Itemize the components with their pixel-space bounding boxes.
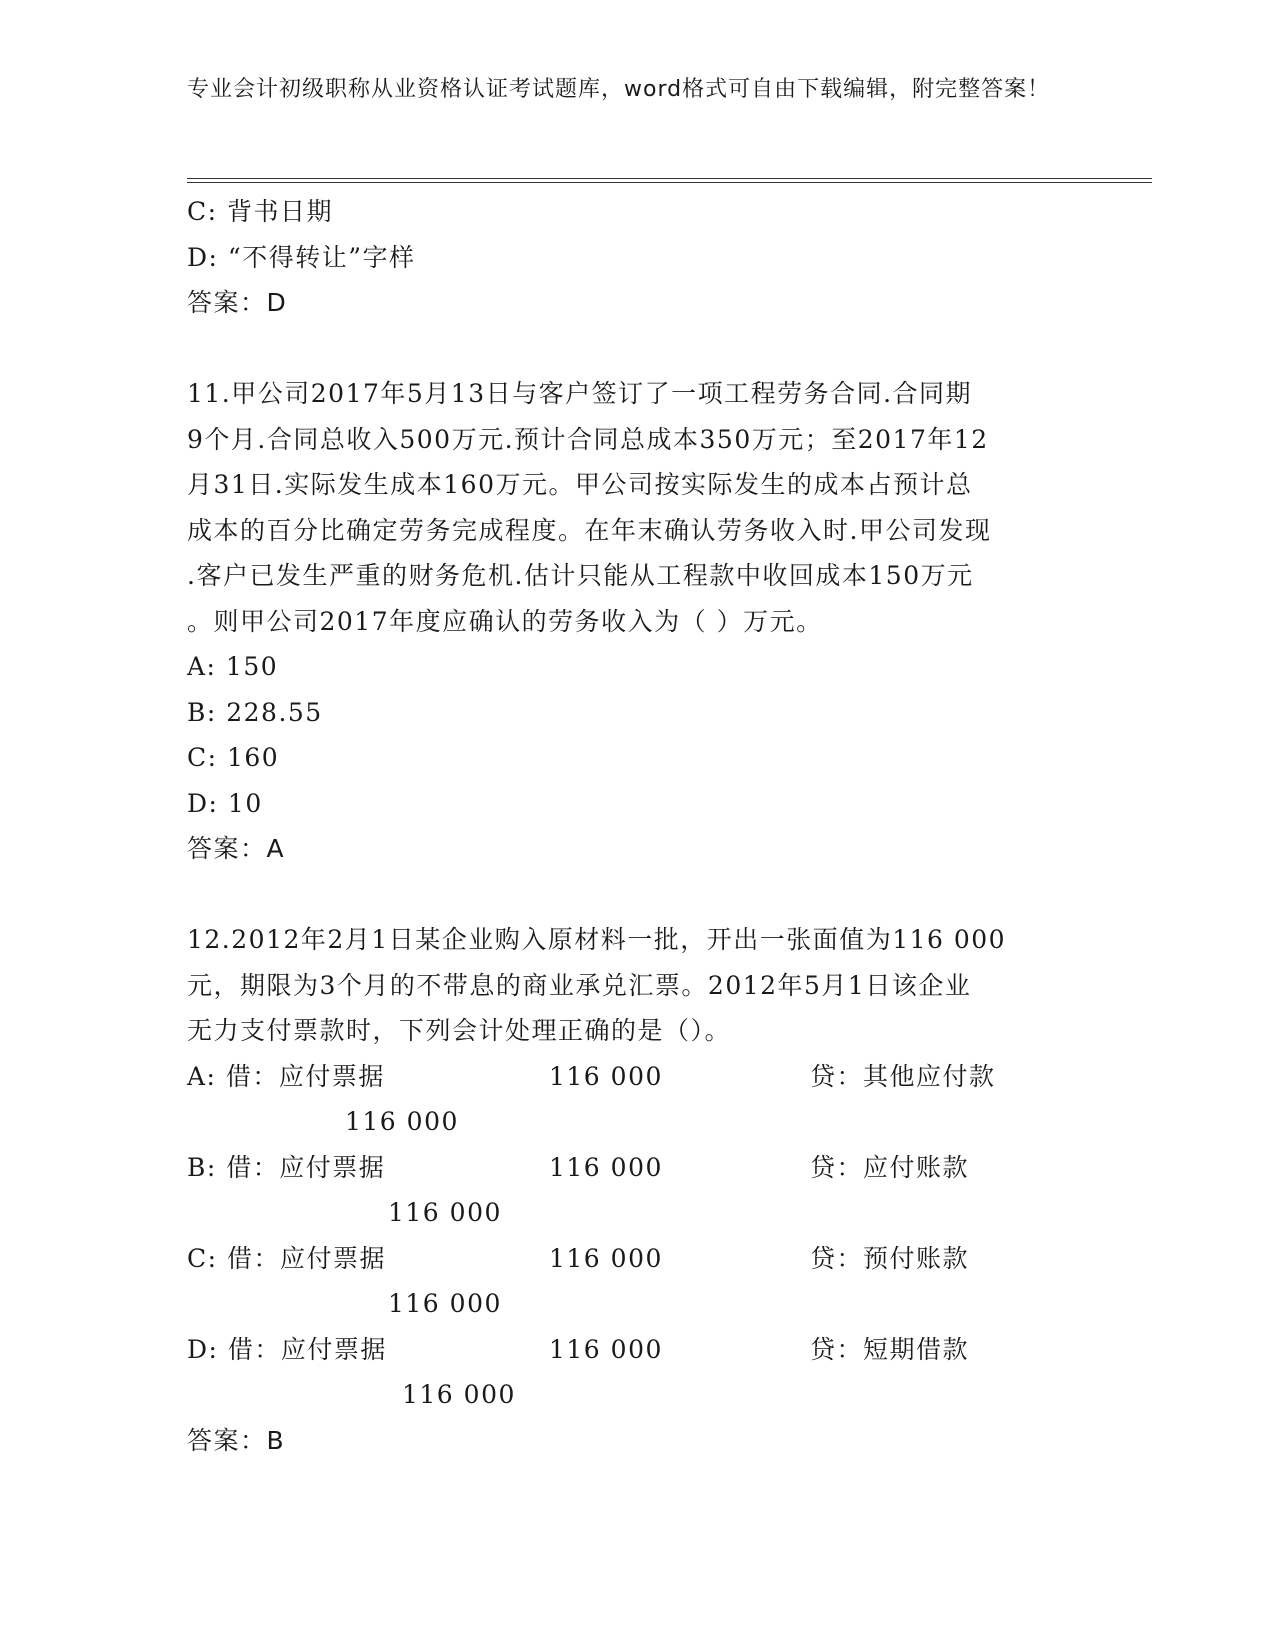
q12-option-a-debit: 116 000: [549, 1061, 663, 1091]
q12-stem-line: 12.2012年2月1日某企业购入原材料一批，开出一张面值为116 000: [187, 925, 1007, 954]
q12-option-b-credit: 贷：应付账款: [810, 1152, 970, 1182]
q12-option-b-amount-row: [187, 1190, 1087, 1236]
q12-option-a-amount-row: [187, 1099, 1087, 1145]
q10-answer: 答案：D: [187, 288, 288, 317]
q11-option-a: A: 150: [187, 652, 279, 681]
q11-stem-line: 。则甲公司2017年度应确认的劳务收入为（ ）万元。: [187, 606, 823, 636]
spacer: [187, 872, 1087, 918]
q12-option-c-label: C: 借：应付票据: [187, 1243, 386, 1273]
q12-option-a-credit: 贷：其他应付款: [810, 1061, 996, 1091]
q12-option-b-debit: 116 000: [549, 1152, 663, 1182]
spacer: [187, 326, 1087, 372]
q11-stem-line: .客户已发生严重的财务危机.估计只能从工程款中收回成本150万元: [187, 561, 974, 590]
q12-stem-line: 无力支付票款时，下列会计处理正确的是（）。: [187, 1016, 732, 1045]
q11-option-d: D: 10: [187, 788, 263, 818]
q12-option-c-credit-amount: 116 000: [388, 1289, 502, 1318]
q12-option-a-credit-amount: 116 000: [345, 1107, 459, 1136]
q12-option-b-credit-amount: 116 000: [388, 1198, 502, 1227]
q12-option-d-credit: 贷：短期借款: [810, 1334, 970, 1364]
q12-answer: 答案：B: [187, 1425, 286, 1455]
q10-option-c: C: 背书日期: [187, 197, 333, 226]
q12-option-c: [187, 1236, 1087, 1282]
q11-stem-line: 月31日.实际发生成本160万元。甲公司按实际发生的成本占预计总: [187, 470, 973, 499]
q11-stem-line: 11.甲公司2017年5月13日与客户签订了一项工程劳务合同.合同期: [187, 379, 973, 408]
q12-option-a: [187, 1054, 1087, 1100]
q11-option-b: B: 228.55: [187, 697, 323, 727]
header-rule-top: [187, 178, 1152, 179]
q11-stem-line: 成本的百分比确定劳务完成程度。在年末确认劳务收入时.甲公司发现: [187, 515, 992, 545]
q12-option-d-credit-amount: 116 000: [402, 1380, 516, 1409]
q11-answer: 答案：A: [187, 834, 286, 863]
q12-option-d: [187, 1327, 1087, 1373]
document-header: 专业会计初级职称从业资格认证考试题库，word格式可自由下载编辑，附完整答案！: [187, 77, 1051, 102]
q12-option-c-credit: 贷：预付账款: [810, 1243, 970, 1273]
q12-option-c-debit: 116 000: [549, 1243, 663, 1273]
q12-option-a-label: A: 借：应付票据: [187, 1061, 385, 1091]
q10-option-d: D: “不得转让”字样: [187, 242, 416, 272]
q12-option-b: [187, 1145, 1087, 1191]
q12-option-c-amount-row: [187, 1281, 1087, 1327]
q12-option-d-amount-row: [187, 1372, 1087, 1418]
q11-option-c: C: 160: [187, 743, 280, 772]
q12-option-d-debit: 116 000: [549, 1334, 663, 1364]
q11-stem-line: 9个月.合同总收入500万元.预计合同总成本350万元；至2017年12: [187, 424, 989, 454]
q12-stem-line: 元，期限为3个月的不带息的商业承兑汇票。2012年5月1日该企业: [187, 970, 972, 1000]
header-rule-bottom: [187, 182, 1152, 183]
q12-option-d-label: D: 借：应付票据: [187, 1334, 387, 1364]
document-body: [187, 189, 1087, 1463]
q12-option-b-label: B: 借：应付票据: [187, 1152, 386, 1182]
